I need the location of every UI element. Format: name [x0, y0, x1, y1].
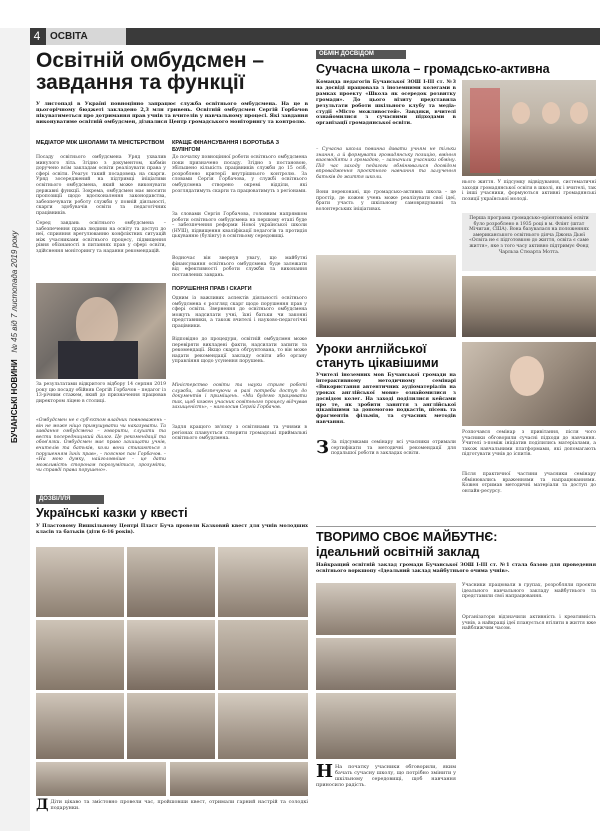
article1-col2-para3: Водночас він звернув увагу, що майбутні фінансування освітнього омбудсмена буде залежати від ефективності роботи служби та виконання поставлених завдань.: [172, 256, 307, 278]
article3-body-text: За підсумками семінару всі учасники отримали сертифікати та методичні рекомендації для подальшої роботи в закладах освіти.: [330, 440, 456, 457]
article4-photo-9: [218, 693, 308, 759]
article3-col2-para2: Після практичної частини учасники семінару обмінювались враженнями та напрацюваннями. Кожен отримав методичні матеріали та доступ до онлайн-ресурсу.: [462, 472, 596, 494]
article2-title: Сучасна школа – громадсько-активна: [316, 62, 550, 76]
article1-subheading-1: МЕДІАТОР МІЖ ШКОЛАМИ ТА МІНІСТЕРСТВОМ: [36, 140, 165, 146]
article2-tag: ОБМІН ДОСВІДОМ: [316, 50, 406, 59]
article1-title-line1: Освітній омбудсмен –: [36, 49, 265, 72]
article5-lead: Найкращий освітній заклад громади Бучанської ЗОШ І-ІІІ ст. №1 стала базою для проведення освітнього воркшопу «Ідеальний заклад майбутнього очима учнів».: [316, 562, 596, 574]
article1-col2-para5: Відповідно до процедури, освітній омбудсмен може перевіряти викладені факти, надсилати запити та рекомендації. Якщо скарга обґрунтована, то він може надати рекомендації закладу освіти або органу управління щодо усунення порушень.: [172, 337, 307, 365]
issue-date: № 45 від 7 листопада 2019 року: [10, 230, 19, 353]
article4-photo-11: [170, 762, 308, 796]
article3-title-line1: Уроки англійської: [316, 342, 427, 356]
article3-lead: Учителі іноземних мов Бучанської громади на інтерактивному методичному семінарі «Використання автентичних аудіоматеріалів на уроках англійської мови» ознайомилися з досвідом колег. На заході поділилися кейсами про те, як зробити заняття з англійської цікавішими за допомогою подкастів, пісень та фрагментів фільмів, та сучасних методів навчання.: [316, 372, 456, 426]
article2-info-box: Перша програма громадсько-орієнтованої освіти було розроблено в 1935 році в м. Флінт (штат Мічиган, США). Вона базувалася на положеннях американського освітнього діяча Джона Дьюї «Освіта не є підготовкою до життя, освіта є саме життя», яке з того часу активно підтримує Фонд Чарльза Стюарта Мотта.: [462, 213, 596, 271]
article3-title: [316, 342, 456, 370]
article1-col2-para7: Задля кращого зв'язку з освітянами та учнями в регіонах планується створити громадські приймальні освітнього омбудсмена.: [172, 425, 307, 442]
article4-photo-10: [36, 762, 166, 796]
article5-col1-text: На початку учасники обговорили, яким бачать сучасну школу, що потрібно змінити у шкільному середовищі, щоб навчання приносило радість.: [316, 764, 456, 788]
article5-title-line2: ідеальний освітній заклад: [316, 545, 480, 559]
article5-title-line1: ТВОРИМО СВОЄ МАЙБУТНЄ:: [316, 530, 498, 544]
article2-lead: Команда педагогів Бучанської ЗОШ І-ІІІ ст. №3 на досвіді працювала з іноземними колегами в рамках проекту «Школа як осередок розвитку громади». До цього візиту представила результати роботи шкільного клубу та медіа-студії «Місто можливостей». Завдяки, вчителі ознайомилися з сучасними підходами в організації громадянської освіти.: [316, 79, 456, 127]
ombudsman-photo: [36, 283, 166, 379]
article4-tag: ДОЗВІЛЛЯ: [36, 495, 104, 504]
issue-info: [0, 48, 30, 448]
article1-col1-para1: Посаду освітнього омбудсмена Уряд ухвалив минулого літа. Згідно з документом, кабмін доручено всім закладам освіти реалізувати права у сфері освіти. Реагує такий посадовець на скарги. Уряд зосереджений на підтримці ініціативи освітнього омбудсмена, який може виконувати державні функції. Зокрема, омбудсмен має вносити пропозиції щодо вдосконалення законодавства, забезпечувати роботу служби у повній діяльності, скарги здобувачів освіти та педагогічних працівників.: [36, 155, 166, 216]
article1-col2-para2: За словами Сергія Горбачова, головним напрямком роботи освітнього омбудсмена на першому етапі буде – забезпечення реформи Нової української школи (НУШ), підвищення кваліфікації педагогів та протидія цькуванню (булінгу) в освітньому середовищі.: [172, 212, 307, 240]
article4-photo-4: [36, 620, 124, 690]
article1-subheading-2: КРАЩЕ ФІНАНСУВАННЯ І БОРОТЬБА З БУЛІНГОМ: [172, 140, 280, 153]
article4-photo-7: [36, 693, 124, 759]
article2-photo-group: [462, 276, 596, 337]
article5-rule: [316, 526, 596, 527]
article4-caption-text: Діти цікаво та змістовно провели час, пройшовши квест, отримали гарний настрій та солодкі подарунки.: [50, 799, 308, 811]
article1-title: [36, 50, 306, 94]
article4-photo-5: [127, 620, 215, 690]
article2-photo-teachers: [462, 80, 596, 176]
article1-col2-para6: Міністерство освіти та науки сприяє роботі служби, забезпечуючи в разі потреби доступ до документів і приміщень. «Ми будемо працювати так, щоб кожен учасник освітнього процесу відчував захищеність», – наголосив Сергій Горбачов.: [172, 383, 307, 411]
article1-lead: У листопаді в Україні повноцінно запрацює служба освітнього омбудсмена. На це в цьогорічному бюджеті закладено 2,3 млн гривень. Освітній омбудсмен Сергій Горбачов пікуватиметься про дотримання прав учнів та вчителів у навчальному процесі. Які завдання виконуватиме освітній омбудсмен, дізналися Центр громадського моніторингу та контролю.: [36, 101, 308, 125]
article3-title-line2: стануть цікавішими: [316, 356, 439, 370]
article4-lead: У Пластовому Вишкільному Центрі Пласт Буча провели Казковий квест для учнів молодших класів та батьків (діти 6-16 років).: [36, 523, 308, 535]
article1-col1-para3: За результатами відкритого відбору 14 серпня 2019 року цю посаду обійняв Сергій Горбачов – педагог із 13-річним стажем, який до призначення працював директором ліцею в столиці.: [36, 382, 166, 404]
article2-photo-class: [316, 255, 456, 337]
article5-photo-1: [316, 583, 456, 635]
article3-photo-teacher: [462, 342, 596, 426]
article5-col2-para1: Учасники працювали в групах, розробляли проєкти ідеального навчального закладу майбутнього та представили свої напрацювання.: [462, 583, 596, 600]
article2-col1-para2: Вони переконані, що громадсько-активна школа – це простір, де кожен учень може реалізувати свої ідеї, брати участь у шкільному самоврядуванні та волонтерських ініціативах.: [316, 190, 456, 212]
article1-col2-para4: Одним із важливих аспектів діяльності освітнього омбудсмена є розгляд скарг щодо порушення прав у сфері освіти. Звернення до освітнього омбудсмена можуть надсилати учні, їхні батьки чи законні представники, а також вчителі і науково-педагогічні працівники.: [172, 296, 307, 329]
article1-col1-quote: «Омбудсмен не є суб'єктом владних повноважень – він не може ніщо примушувати чи наказувати. Та завдання омбудсмена – говорити, слухати та вести посередницький діалог. Це рекомендації та обов'язки. Омбудсмен має право захищати учнів, вчителів та батьків, коли вони стикаються з порушенням їхніх прав», – пояснює пан Горбачов. – «На мою думку, найголовніше – це дати можливість сторонам порозумітися, зрозуміти, чи справді права порушено».: [36, 418, 166, 474]
article5-photo-3: [316, 693, 456, 759]
article4-photo-1: [36, 547, 124, 617]
section-label: ОСВІТА: [46, 28, 126, 45]
article2-col2-para1: нього життя. У підсумку відвідування, систематичні заходи громадянської освіти в школі, як і вчителі, так і інші учасники, формуються активні громадянські позиції української молоді.: [462, 180, 596, 202]
article3-col2-para1: Розпочався семінар з привітання, після чого учасники обговорили сучасні підходи до навчання. Учителі з-поміж ініціатив поділились матеріалами, а також навчальними платформами, які допомагають підготувати учнів до іспитів.: [462, 430, 596, 458]
article4-caption: Д Діти цікаво та змістовно провели час, пройшовши квест, отримали гарний настрій та солодкі подарунки.: [36, 797, 308, 813]
article5-col1: Н На початку учасники обговорили, яким бачать сучасну школу, що потрібно змінити у шкільному середовищі, щоб навчання приносило радість.: [316, 761, 456, 788]
article1-title-line2: завдання та функції: [36, 71, 245, 94]
paper-name: БУЧАНСЬКІ НОВИНИ: [10, 359, 19, 443]
article5-photo-2: [316, 638, 456, 690]
article4-photo-6: [218, 620, 308, 690]
article1-subheading-3: ПОРУШЕННЯ ПРАВ І СКАРГИ: [172, 286, 252, 292]
article4-photo-2: [127, 547, 215, 617]
article4-title: Українські казки у квесті: [36, 506, 188, 520]
article5-col2-para2: Організатори відзначили активність і креативність учнів, а найкращі ідеї планується втілити в життя вже найближчим часом.: [462, 615, 596, 632]
article1-col2-para1: До початку повноцінної роботи освітнього омбудсмена поки призначено посаду. Згідно з постановою, збільшено кількість працівників служби до 15 осіб, розроблено критерії внутрішнього контролю. За словами Сергія Горбачова, у службі освітнього омбудсмена створено окремі відділи, які розглядатимуть скарги та працюватимуть з регіонами.: [172, 155, 307, 194]
article4-photo-8: [127, 693, 215, 759]
article3-body: З За підсумками семінару всі учасники отримали сертифікати та методичні рекомендації для подальшої роботи в закладах освіти.: [316, 437, 456, 458]
page-number: 4: [33, 29, 41, 43]
article5-title: [316, 530, 596, 560]
article2-col1-para1: – Сучасна школа повинна давати учням не тільки знання, а й формувати громадянську позицію, вміння взаємодіяти з громадою, – зазначили учасники обміну. Під час заходу педагоги обмінювалися досвідом впровадження проєктного навчання та залучення батьків до життя школи.: [316, 147, 456, 180]
article1-col1-para2: Серед завдань освітнього омбудсмена – забезпечення права людини на освіту та доступ до неї, сприяння врегулюванню конфліктних ситуацій між учасниками освітнього процесу, підвищення рівня обізнаності в питаннях прав у сфері освіти, здійснення моніторингу та надання рекомендацій.: [36, 221, 166, 254]
article4-photo-3: [218, 547, 308, 617]
